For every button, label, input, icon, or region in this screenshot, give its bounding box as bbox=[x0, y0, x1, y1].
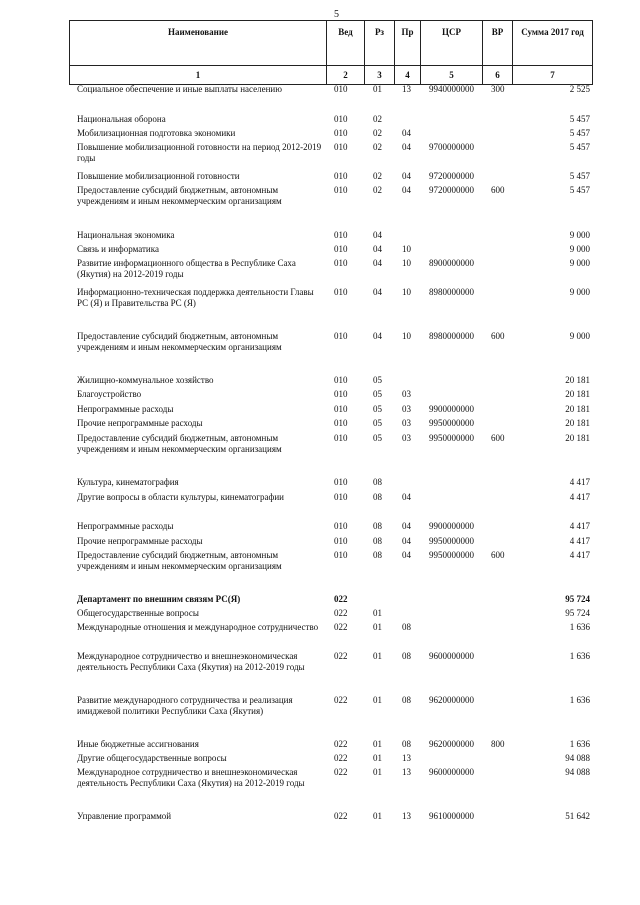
cell-name: Культура, кинематография bbox=[77, 477, 179, 487]
cell-name: Прочие непрограммные расходы bbox=[77, 418, 203, 428]
cell-name: Социальное обеспечение и иные выплаты населению bbox=[77, 84, 282, 94]
cell-csr: 9950000000 bbox=[429, 433, 474, 443]
cell-rz: 04 bbox=[373, 230, 382, 240]
cell-ved: 022 bbox=[334, 767, 348, 777]
header-ved: Вед bbox=[327, 21, 365, 66]
cell-ved: 010 bbox=[334, 331, 348, 341]
cell-name: Международное сотрудничество и внешнеэкономическая деятельность Республики Саха (Якутия) на 2012-2019 годы bbox=[77, 767, 305, 788]
cell-name: Другие общегосударственные вопросы bbox=[77, 753, 227, 763]
cell-name: Общегосударственные вопросы bbox=[77, 608, 199, 618]
cell-rz: 08 bbox=[373, 550, 382, 560]
cell-ved: 010 bbox=[334, 389, 348, 399]
cell-name: Предоставление субсидий бюджетным, автономным учреждениям и иным некоммерческим организациям bbox=[77, 185, 282, 206]
cell-sum: 5 457 bbox=[569, 171, 590, 181]
cell-rz: 05 bbox=[373, 404, 382, 414]
table-row bbox=[69, 331, 592, 353]
cell-name: Предоставление субсидий бюджетным, автономным учреждениям и иным некоммерческим организациям bbox=[77, 550, 282, 571]
cell-rz: 01 bbox=[373, 767, 382, 777]
cell-sum: 94 088 bbox=[565, 767, 590, 777]
cell-rz: 01 bbox=[373, 651, 382, 661]
cell-rz: 01 bbox=[373, 608, 382, 618]
cell-rz: 04 bbox=[373, 244, 382, 254]
column-number: 4 bbox=[395, 66, 421, 85]
cell-sum: 95 724 bbox=[565, 594, 590, 604]
cell-ved: 010 bbox=[334, 375, 348, 385]
cell-sum: 4 417 bbox=[569, 521, 590, 531]
cell-name: Другие вопросы в области культуры, кинематографии bbox=[77, 492, 284, 502]
cell-sum: 4 417 bbox=[569, 477, 590, 487]
cell-ved: 010 bbox=[334, 521, 348, 531]
cell-name: Международное сотрудничество и внешнеэкономическая деятельность Республики Саха (Якутия) на 2012-2019 годы bbox=[77, 651, 305, 672]
table-row bbox=[69, 550, 592, 572]
table-row bbox=[69, 492, 592, 503]
cell-ved: 010 bbox=[334, 171, 348, 181]
cell-sum: 5 457 bbox=[569, 114, 590, 124]
cell-csr: 9950000000 bbox=[429, 536, 474, 546]
cell-pr: 08 bbox=[402, 739, 411, 749]
cell-pr: 10 bbox=[402, 244, 411, 254]
cell-rz: 01 bbox=[373, 811, 382, 821]
cell-sum: 1 636 bbox=[569, 622, 590, 632]
cell-name: Жилищно-коммунальное хозяйство bbox=[77, 375, 214, 385]
table-row bbox=[69, 695, 592, 728]
cell-sum: 20 181 bbox=[565, 418, 590, 428]
cell-csr: 9620000000 bbox=[429, 739, 474, 749]
cell-rz: 04 bbox=[373, 331, 382, 341]
table-row bbox=[69, 433, 592, 455]
cell-sum: 4 417 bbox=[569, 536, 590, 546]
cell-sum: 5 457 bbox=[569, 142, 590, 152]
table-row bbox=[69, 258, 592, 280]
cell-name: Прочие непрограммные расходы bbox=[77, 536, 203, 546]
cell-name: Связь и информатика bbox=[77, 244, 159, 254]
cell-name: Повышение мобилизационной готовности на период 2012-2019 годы bbox=[77, 142, 322, 163]
cell-vr: 600 bbox=[491, 185, 505, 195]
cell-rz: 01 bbox=[373, 753, 382, 763]
cell-ved: 022 bbox=[334, 753, 348, 763]
cell-csr: 9600000000 bbox=[429, 767, 474, 777]
table-row bbox=[69, 753, 592, 764]
cell-ved: 022 bbox=[334, 695, 348, 705]
table-row bbox=[69, 608, 592, 619]
cell-csr: 9610000000 bbox=[429, 811, 474, 821]
cell-vr: 300 bbox=[491, 84, 505, 94]
cell-ved: 010 bbox=[334, 185, 348, 195]
cell-rz: 08 bbox=[373, 521, 382, 531]
cell-ved: 010 bbox=[334, 550, 348, 560]
cell-pr: 10 bbox=[402, 331, 411, 341]
cell-pr: 04 bbox=[402, 550, 411, 560]
cell-ved: 010 bbox=[334, 536, 348, 546]
cell-pr: 13 bbox=[402, 84, 411, 94]
cell-name: Национальная оборона bbox=[77, 114, 166, 124]
table-row bbox=[69, 171, 592, 182]
column-number: 5 bbox=[421, 66, 483, 85]
table-header bbox=[69, 20, 593, 85]
cell-pr: 10 bbox=[402, 287, 411, 297]
column-number: 6 bbox=[483, 66, 513, 85]
cell-rz: 01 bbox=[373, 622, 382, 632]
table-row bbox=[69, 287, 592, 309]
table-row bbox=[69, 767, 592, 800]
cell-name: Национальная экономика bbox=[77, 230, 175, 240]
cell-ved: 022 bbox=[334, 651, 348, 661]
cell-csr: 9720000000 bbox=[429, 185, 474, 195]
cell-rz: 01 bbox=[373, 84, 382, 94]
cell-pr: 04 bbox=[402, 536, 411, 546]
cell-sum: 94 088 bbox=[565, 753, 590, 763]
cell-pr: 03 bbox=[402, 418, 411, 428]
cell-rz: 02 bbox=[373, 128, 382, 138]
table-row bbox=[69, 594, 592, 605]
cell-pr: 04 bbox=[402, 521, 411, 531]
cell-pr: 08 bbox=[402, 695, 411, 705]
cell-sum: 1 636 bbox=[569, 695, 590, 705]
page-number: 5 bbox=[334, 9, 339, 20]
cell-csr: 9620000000 bbox=[429, 695, 474, 705]
cell-name: Иные бюджетные ассигнования bbox=[77, 739, 199, 749]
cell-sum: 4 417 bbox=[569, 492, 590, 502]
table-row bbox=[69, 536, 592, 547]
cell-name: Предоставление субсидий бюджетным, автономным учреждениям и иным некоммерческим организациям bbox=[77, 331, 282, 352]
cell-csr: 9600000000 bbox=[429, 651, 474, 661]
cell-sum: 9 000 bbox=[569, 287, 590, 297]
cell-csr: 9900000000 bbox=[429, 404, 474, 414]
column-number: 1 bbox=[70, 66, 327, 85]
cell-pr: 13 bbox=[402, 811, 411, 821]
table-row bbox=[69, 418, 592, 429]
cell-rz: 05 bbox=[373, 389, 382, 399]
cell-ved: 022 bbox=[334, 608, 348, 618]
table-row bbox=[69, 375, 592, 386]
cell-rz: 04 bbox=[373, 287, 382, 297]
cell-pr: 04 bbox=[402, 128, 411, 138]
cell-ved: 010 bbox=[334, 287, 348, 297]
cell-pr: 03 bbox=[402, 389, 411, 399]
cell-name: Развитие международного сотрудничества и реализация имиджевой политики Республики Саха (Якутия) bbox=[77, 695, 293, 716]
cell-sum: 20 181 bbox=[565, 389, 590, 399]
table-row bbox=[69, 521, 592, 532]
table-row bbox=[69, 389, 592, 400]
table-row bbox=[69, 142, 592, 164]
header-name: Наименование bbox=[70, 21, 327, 66]
cell-name: Развитие информационного общества в Республике Саха (Якутия) на 2012-2019 годы bbox=[77, 258, 296, 279]
header-sum: Сумма 2017 год bbox=[513, 21, 593, 66]
cell-ved: 010 bbox=[334, 128, 348, 138]
table-row bbox=[69, 739, 592, 750]
cell-rz: 05 bbox=[373, 433, 382, 443]
header-rz: Рз bbox=[365, 21, 395, 66]
table-row bbox=[69, 651, 592, 684]
cell-ved: 022 bbox=[334, 739, 348, 749]
cell-sum: 5 457 bbox=[569, 185, 590, 195]
cell-pr: 03 bbox=[402, 433, 411, 443]
cell-csr: 9950000000 bbox=[429, 418, 474, 428]
cell-ved: 022 bbox=[334, 811, 348, 821]
cell-sum: 9 000 bbox=[569, 244, 590, 254]
table-row bbox=[69, 622, 592, 644]
cell-sum: 9 000 bbox=[569, 258, 590, 268]
cell-sum: 9 000 bbox=[569, 230, 590, 240]
cell-rz: 04 bbox=[373, 258, 382, 268]
cell-pr: 13 bbox=[402, 767, 411, 777]
cell-ved: 022 bbox=[334, 594, 348, 604]
cell-sum: 20 181 bbox=[565, 433, 590, 443]
cell-name: Управление программой bbox=[77, 811, 172, 821]
table-row bbox=[69, 230, 592, 241]
header-csr: ЦСР bbox=[421, 21, 483, 66]
cell-sum: 95 724 bbox=[565, 608, 590, 618]
table-row bbox=[69, 114, 592, 125]
table-row bbox=[69, 404, 592, 415]
header-vr: ВР bbox=[483, 21, 513, 66]
cell-rz: 08 bbox=[373, 536, 382, 546]
cell-rz: 08 bbox=[373, 477, 382, 487]
cell-sum: 4 417 bbox=[569, 550, 590, 560]
cell-ved: 010 bbox=[334, 230, 348, 240]
cell-ved: 010 bbox=[334, 404, 348, 414]
cell-csr: 8980000000 bbox=[429, 331, 474, 341]
cell-rz: 05 bbox=[373, 418, 382, 428]
column-number: 3 bbox=[365, 66, 395, 85]
cell-sum: 1 636 bbox=[569, 739, 590, 749]
cell-sum: 9 000 bbox=[569, 331, 590, 341]
cell-name: Департамент по внешним связям РС(Я) bbox=[77, 594, 241, 604]
cell-ved: 010 bbox=[334, 492, 348, 502]
cell-vr: 800 bbox=[491, 739, 505, 749]
cell-pr: 13 bbox=[402, 753, 411, 763]
cell-pr: 04 bbox=[402, 142, 411, 152]
cell-vr: 600 bbox=[491, 550, 505, 560]
table-row bbox=[69, 477, 592, 488]
cell-ved: 010 bbox=[334, 244, 348, 254]
cell-sum: 51 642 bbox=[565, 811, 590, 821]
cell-sum: 2 525 bbox=[569, 84, 590, 94]
cell-pr: 08 bbox=[402, 622, 411, 632]
cell-pr: 08 bbox=[402, 651, 411, 661]
cell-rz: 02 bbox=[373, 114, 382, 124]
cell-name: Повышение мобилизационной готовности bbox=[77, 171, 240, 181]
table-row bbox=[69, 128, 592, 139]
cell-ved: 010 bbox=[334, 142, 348, 152]
cell-pr: 03 bbox=[402, 404, 411, 414]
cell-name: Непрограммные расходы bbox=[77, 521, 174, 531]
cell-sum: 20 181 bbox=[565, 404, 590, 414]
cell-sum: 20 181 bbox=[565, 375, 590, 385]
table-row bbox=[69, 84, 592, 95]
cell-ved: 022 bbox=[334, 622, 348, 632]
cell-name: Мобилизационная подготовка экономики bbox=[77, 128, 236, 138]
cell-ved: 010 bbox=[334, 477, 348, 487]
cell-ved: 010 bbox=[334, 114, 348, 124]
cell-name: Информационно-техническая поддержка деятельности Главы РС (Я) и Правительства РС (Я) bbox=[77, 287, 314, 308]
cell-csr: 9720000000 bbox=[429, 171, 474, 181]
cell-csr: 9900000000 bbox=[429, 521, 474, 531]
table-row bbox=[69, 244, 592, 255]
cell-rz: 08 bbox=[373, 492, 382, 502]
cell-rz: 01 bbox=[373, 695, 382, 705]
cell-sum: 5 457 bbox=[569, 128, 590, 138]
cell-rz: 02 bbox=[373, 142, 382, 152]
cell-name: Предоставление субсидий бюджетным, автономным учреждениям и иным некоммерческим организациям bbox=[77, 433, 282, 454]
cell-ved: 010 bbox=[334, 84, 348, 94]
cell-rz: 02 bbox=[373, 185, 382, 195]
cell-pr: 04 bbox=[402, 492, 411, 502]
table-row bbox=[69, 185, 592, 207]
cell-pr: 10 bbox=[402, 258, 411, 268]
cell-pr: 04 bbox=[402, 171, 411, 181]
cell-csr: 9700000000 bbox=[429, 142, 474, 152]
cell-vr: 600 bbox=[491, 433, 505, 443]
column-number: 7 bbox=[513, 66, 593, 85]
cell-csr: 9940000000 bbox=[429, 84, 474, 94]
cell-rz: 02 bbox=[373, 171, 382, 181]
cell-ved: 010 bbox=[334, 418, 348, 428]
cell-name: Непрограммные расходы bbox=[77, 404, 174, 414]
column-number: 2 bbox=[327, 66, 365, 85]
cell-ved: 010 bbox=[334, 258, 348, 268]
cell-vr: 600 bbox=[491, 331, 505, 341]
cell-csr: 9950000000 bbox=[429, 550, 474, 560]
cell-sum: 1 636 bbox=[569, 651, 590, 661]
cell-csr: 8900000000 bbox=[429, 258, 474, 268]
header-pr: Пр bbox=[395, 21, 421, 66]
cell-ved: 010 bbox=[334, 433, 348, 443]
cell-csr: 8980000000 bbox=[429, 287, 474, 297]
cell-name: Международные отношения и международное сотрудничество bbox=[77, 622, 319, 632]
cell-rz: 05 bbox=[373, 375, 382, 385]
cell-name: Благоустройство bbox=[77, 389, 142, 399]
table-row bbox=[69, 811, 592, 822]
cell-rz: 01 bbox=[373, 739, 382, 749]
cell-pr: 04 bbox=[402, 185, 411, 195]
